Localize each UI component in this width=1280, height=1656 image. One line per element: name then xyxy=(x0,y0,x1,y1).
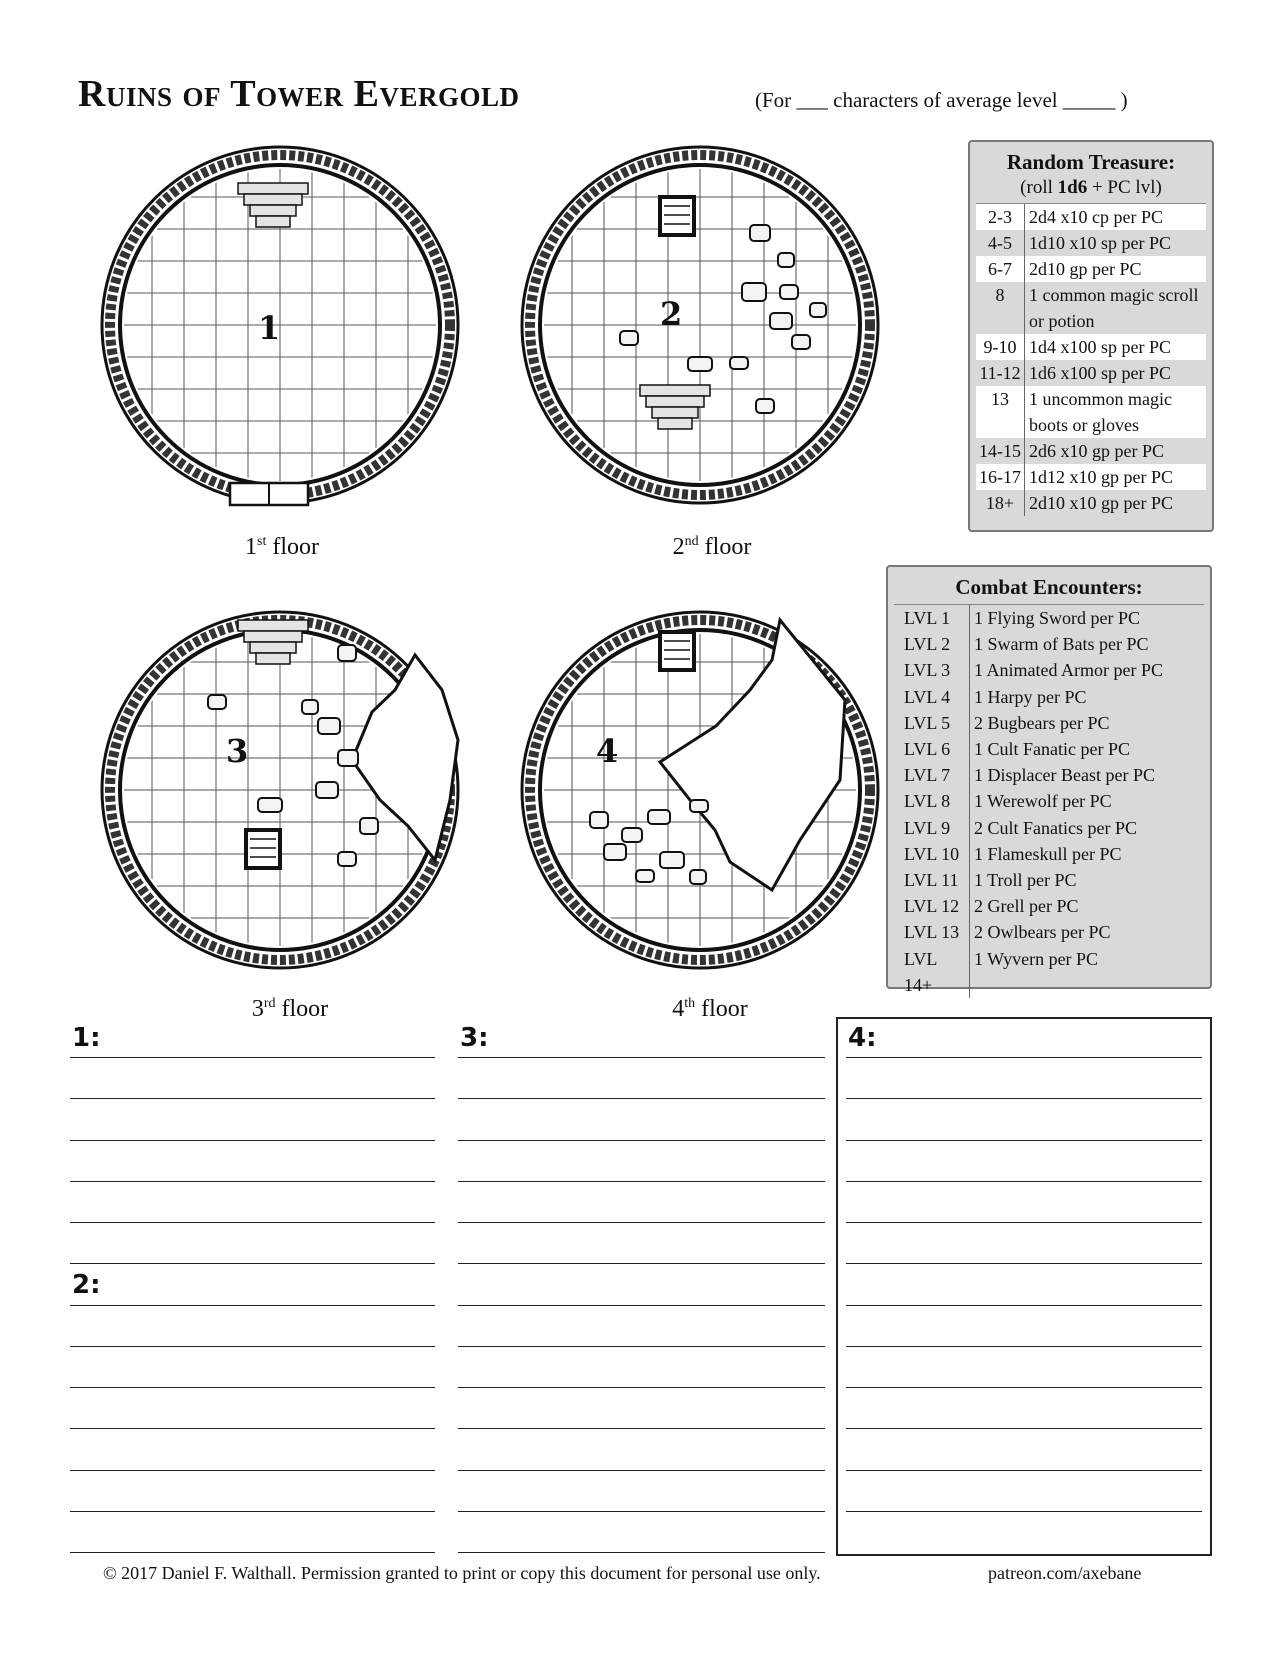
encounter-level: LVL 4 xyxy=(894,684,970,710)
rubble-stone xyxy=(750,225,770,241)
encounter-row xyxy=(894,919,1204,945)
random-treasure-table xyxy=(976,203,1206,516)
note-line[interactable] xyxy=(846,1387,1202,1388)
rubble-stone xyxy=(660,852,684,868)
note-line[interactable] xyxy=(846,1222,1202,1223)
trapdoor-icon xyxy=(246,830,280,868)
note-line[interactable] xyxy=(458,1511,825,1512)
treasure-result: 1d12 x10 gp per PC xyxy=(1025,464,1206,490)
note-line[interactable] xyxy=(846,1470,1202,1471)
treasure-roll: 11-12 xyxy=(976,360,1025,386)
random-treasure-title: Random Treasure: xyxy=(1006,150,1176,174)
note-line[interactable] xyxy=(458,1140,825,1141)
rubble-stone xyxy=(622,828,642,842)
rubble-stone xyxy=(208,695,226,709)
rubble-stone xyxy=(780,285,798,299)
note-line[interactable] xyxy=(458,1305,825,1306)
encounter-row xyxy=(894,841,1204,867)
encounter-monster: 1 Troll per PC xyxy=(974,870,1077,891)
note-line[interactable] xyxy=(70,1222,435,1223)
note-line[interactable] xyxy=(70,1263,435,1264)
rubble-stone xyxy=(770,313,792,329)
rubble-stone xyxy=(810,303,826,317)
combat-encounters-table xyxy=(894,604,1204,998)
encounter-row xyxy=(894,946,1204,998)
encounter-level: LVL 11 xyxy=(894,867,970,893)
room-number: 2 xyxy=(660,295,683,333)
encounter-row xyxy=(894,684,1204,710)
note-line[interactable] xyxy=(458,1263,825,1264)
encounter-row xyxy=(894,762,1204,788)
page-title: Ruins of Tower Evergold xyxy=(78,73,520,115)
note-line[interactable] xyxy=(458,1346,825,1347)
stairs-step xyxy=(256,653,290,664)
rubble-stone xyxy=(756,399,774,413)
encounter-monster: 2 Owlbears per PC xyxy=(974,922,1111,943)
encounter-monster: 1 Displacer Beast per PC xyxy=(974,765,1155,786)
room-number: 1 xyxy=(258,309,281,347)
note-line[interactable] xyxy=(846,1305,1202,1306)
treasure-roll: 4-5 xyxy=(976,230,1025,256)
rubble-stone xyxy=(742,283,766,301)
note-line[interactable] xyxy=(846,1181,1202,1182)
encounter-monster: 1 Cult Fanatic per PC xyxy=(974,739,1130,760)
encounter-level: LVL 6 xyxy=(894,736,970,762)
encounter-monster: 2 Grell per PC xyxy=(974,896,1079,917)
treasure-row xyxy=(976,360,1206,386)
treasure-result: 1d4 x100 sp per PC xyxy=(1025,334,1206,360)
note-line[interactable] xyxy=(846,1428,1202,1429)
stairs-step xyxy=(238,620,308,631)
floor-4-map xyxy=(510,600,890,995)
encounter-row xyxy=(894,605,1204,631)
rubble-stone xyxy=(360,818,378,834)
encounter-row xyxy=(894,788,1204,814)
treasure-result: 1 uncommon magic boots or gloves xyxy=(1025,386,1206,438)
treasure-result: 2d6 x10 gp per PC xyxy=(1029,441,1164,461)
rubble-stone xyxy=(620,331,638,345)
note-line[interactable] xyxy=(70,1470,435,1471)
note-line[interactable] xyxy=(846,1346,1202,1347)
encounter-monster: 1 Werewolf per PC xyxy=(974,791,1112,812)
notes-label-3: 3: xyxy=(460,1023,489,1053)
notes-label-4: 4: xyxy=(848,1023,877,1053)
stairs-step xyxy=(256,216,290,227)
note-line[interactable] xyxy=(458,1470,825,1471)
rubble-stone xyxy=(778,253,794,267)
encounter-row xyxy=(894,815,1204,841)
combat-encounters-panel xyxy=(886,565,1212,995)
stairs-step xyxy=(244,194,302,205)
treasure-row xyxy=(976,282,1206,334)
encounter-level: LVL 3 xyxy=(894,657,970,683)
encounter-level: LVL 1 xyxy=(894,605,970,631)
rubble-stone xyxy=(318,718,340,734)
note-line[interactable] xyxy=(70,1181,435,1182)
note-line[interactable] xyxy=(458,1387,825,1388)
rubble-stone xyxy=(730,357,748,369)
encounter-level: LVL 10 xyxy=(894,841,970,867)
treasure-row xyxy=(976,464,1206,490)
treasure-roll: 14-15 xyxy=(976,438,1025,464)
patreon-link[interactable]: patreon.com/axebane xyxy=(988,1563,1142,1583)
encounter-row xyxy=(894,736,1204,762)
stairs-step xyxy=(652,407,698,418)
note-line[interactable] xyxy=(846,1511,1202,1512)
encounter-level: LVL 7 xyxy=(894,762,970,788)
stairs-step xyxy=(250,205,296,216)
rubble-stone xyxy=(316,782,338,798)
encounter-row xyxy=(894,657,1204,683)
rubble-stone xyxy=(590,812,608,828)
floor-2-label: 2nd floor xyxy=(672,534,752,560)
treasure-roll: 18+ xyxy=(976,490,1025,516)
random-treasure-subtitle: (roll 1d6 + PC lvl) xyxy=(1020,177,1162,198)
note-line[interactable] xyxy=(70,1057,435,1058)
party-info-line: (For ___ characters of average level _____ ) xyxy=(755,88,1128,112)
encounter-monster: 1 Flameskull per PC xyxy=(974,843,1122,864)
floor-1-label: 1st floor xyxy=(245,534,319,560)
note-line[interactable] xyxy=(846,1098,1202,1099)
note-line[interactable] xyxy=(70,1305,435,1306)
rubble-stone xyxy=(258,798,282,812)
note-line[interactable] xyxy=(458,1098,825,1099)
rubble-stone xyxy=(690,870,706,884)
trapdoor-icon xyxy=(660,197,694,235)
encounter-row xyxy=(894,710,1204,736)
treasure-row xyxy=(976,490,1206,516)
encounter-level: LVL 13 xyxy=(894,919,970,945)
rubble-stone xyxy=(604,844,626,860)
rubble-stone xyxy=(302,700,318,714)
note-line[interactable] xyxy=(70,1552,435,1553)
floor-3-label: 3rd floor xyxy=(251,996,329,1022)
encounter-monster: 1 Harpy per PC xyxy=(974,686,1087,707)
treasure-roll: 8 xyxy=(976,282,1025,334)
encounter-monster: 2 Bugbears per PC xyxy=(974,712,1110,733)
combat-encounters-title: Combat Encounters: xyxy=(955,575,1143,599)
floor-1-map xyxy=(90,135,470,530)
encounter-monster: 2 Cult Fanatics per PC xyxy=(974,817,1137,838)
treasure-row xyxy=(976,438,1206,464)
rubble-stone xyxy=(338,852,356,866)
encounter-row xyxy=(894,867,1204,893)
rubble-stone xyxy=(690,800,708,812)
encounter-level: LVL 5 xyxy=(894,710,970,736)
treasure-result: 1d10 x10 sp per PC xyxy=(1029,233,1172,253)
floor-3-map xyxy=(90,600,470,995)
stairs-step xyxy=(250,642,296,653)
note-line[interactable] xyxy=(846,1263,1202,1264)
room-number: 4 xyxy=(596,732,619,770)
encounter-monster: 1 Flying Sword per PC xyxy=(974,608,1141,628)
rubble-stone xyxy=(648,810,670,824)
notes-label-1: 1: xyxy=(72,1023,101,1053)
note-line[interactable] xyxy=(70,1140,435,1141)
rubble-stone xyxy=(792,335,810,349)
rubble-stone xyxy=(338,645,356,661)
rubble-stone xyxy=(338,750,358,766)
stairs-step xyxy=(646,396,704,407)
encounter-row xyxy=(894,893,1204,919)
treasure-result: 2d10 gp per PC xyxy=(1025,256,1206,282)
copyright-notice: © 2017 Daniel F. Walthall. Permission granted to print or copy this document for personal use only. xyxy=(103,1563,821,1583)
note-line[interactable] xyxy=(458,1181,825,1182)
treasure-row xyxy=(976,334,1206,360)
treasure-roll: 2-3 xyxy=(976,204,1025,230)
note-line[interactable] xyxy=(70,1387,435,1388)
room-number: 3 xyxy=(226,732,249,770)
encounter-level: LVL 14+ xyxy=(894,946,970,998)
treasure-result: 2d10 x10 gp per PC xyxy=(1029,493,1173,513)
note-line[interactable] xyxy=(846,1140,1202,1141)
encounter-level: LVL 9 xyxy=(894,815,970,841)
treasure-result: 1d6 x100 sp per PC xyxy=(1029,363,1172,383)
treasure-roll: 6-7 xyxy=(976,256,1025,282)
notes-label-2: 2: xyxy=(72,1270,101,1300)
treasure-row xyxy=(976,256,1206,282)
note-line[interactable] xyxy=(70,1346,435,1347)
random-treasure-panel xyxy=(968,140,1214,532)
floor-2-map xyxy=(510,135,900,530)
treasure-roll: 13 xyxy=(976,386,1025,438)
encounter-level: LVL 2 xyxy=(894,631,970,657)
treasure-roll: 16-17 xyxy=(976,464,1025,490)
treasure-result: 2d4 x10 cp per PC xyxy=(1025,204,1206,230)
treasure-row xyxy=(976,386,1206,438)
rubble-stone xyxy=(636,870,654,882)
encounter-monster: 1 Wyvern per PC xyxy=(974,948,1099,969)
treasure-row xyxy=(976,230,1206,256)
encounter-monster: 1 Animated Armor per PC xyxy=(974,660,1163,681)
stairs-step xyxy=(640,385,710,396)
encounter-row xyxy=(894,631,1204,657)
note-line[interactable] xyxy=(458,1552,825,1553)
stairs-step xyxy=(658,418,692,429)
note-line[interactable] xyxy=(458,1222,825,1223)
encounter-monster: 1 Swarm of Bats per PC xyxy=(974,634,1149,655)
rubble-stone xyxy=(688,357,712,371)
note-line[interactable] xyxy=(458,1428,825,1429)
note-line[interactable] xyxy=(458,1057,825,1058)
treasure-row xyxy=(976,204,1206,230)
trapdoor-icon xyxy=(660,632,694,670)
encounter-level: LVL 8 xyxy=(894,788,970,814)
note-line[interactable] xyxy=(70,1428,435,1429)
note-line[interactable] xyxy=(70,1511,435,1512)
treasure-roll: 9-10 xyxy=(976,334,1025,360)
stairs-step xyxy=(238,183,308,194)
note-line[interactable] xyxy=(70,1098,435,1099)
encounter-level: LVL 12 xyxy=(894,893,970,919)
floor-4-label: 4th floor xyxy=(672,996,748,1022)
note-line[interactable] xyxy=(846,1057,1202,1058)
treasure-result: 1 common magic scroll or potion xyxy=(1029,285,1199,331)
stairs-step xyxy=(244,631,302,642)
